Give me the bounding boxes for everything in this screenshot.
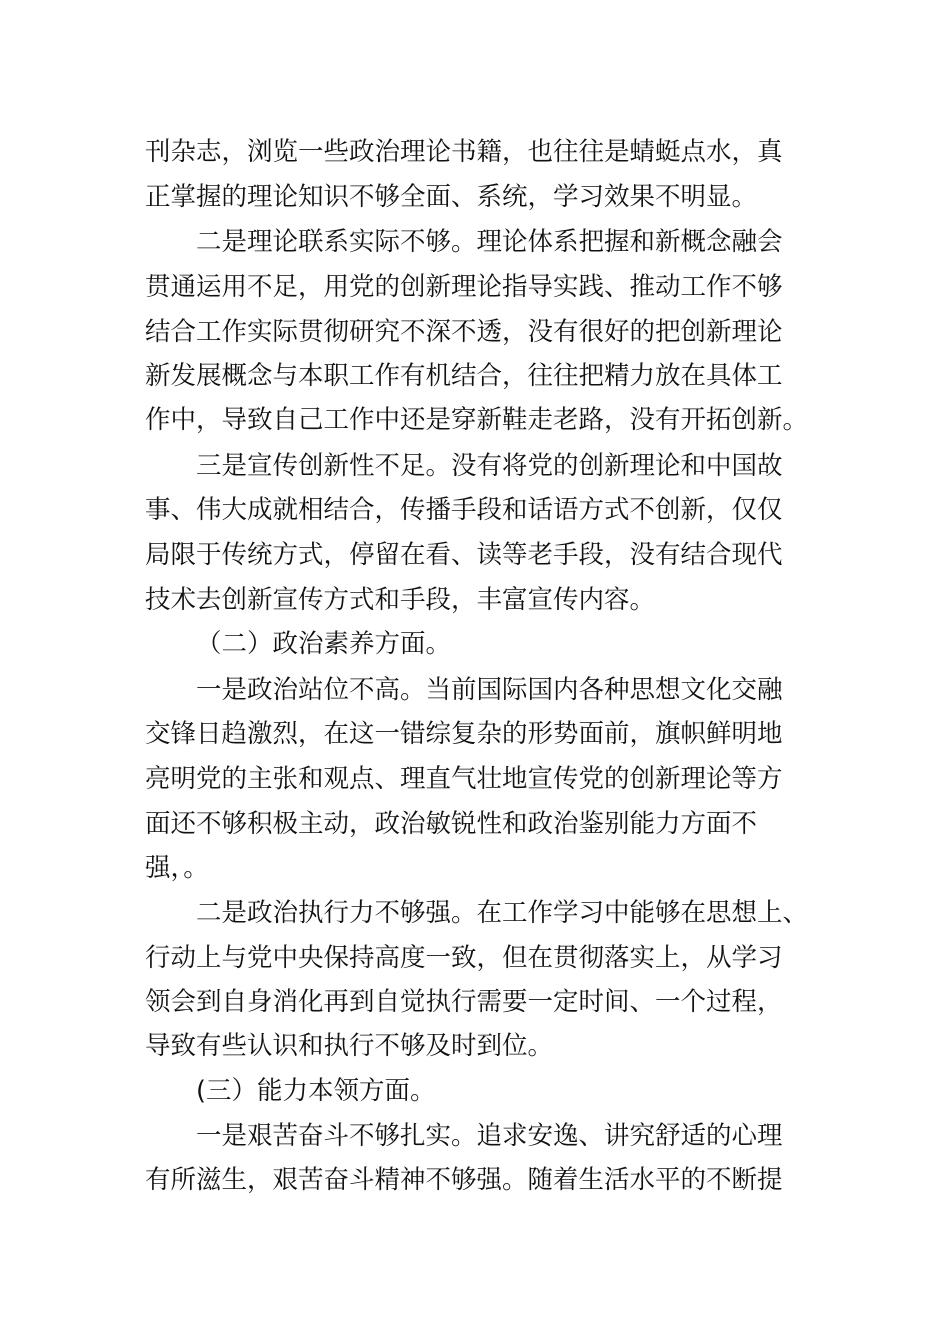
paragraph-line: 新发展概念与本职工作有机结合，往往把精力放在具体工 [145, 361, 783, 391]
paragraph-line: 亮明党的主张和观点、理直气壮地宣传党的创新理论等方 [145, 764, 783, 794]
paragraph-line: 正掌握的理论知识不够全面、系统，学习效果不明显。 [145, 182, 758, 212]
paragraph-line: 刊杂志，浏览一些政治理论书籍，也往往是蜻蜓点水，真 [145, 137, 783, 167]
section-heading: (三）能力本领方面。 [196, 1076, 436, 1106]
paragraph-line: 二是理论联系实际不够。理论体系把握和新概念融会 [196, 227, 783, 257]
paragraph-line: 交锋日趋激烈，在这一错综复杂的形势面前，旗帜鲜明地 [145, 719, 783, 749]
paragraph-line: 领会到自身消化再到自觉执行需要一定时间、一个过程， [145, 987, 783, 1017]
paragraph-line: 作中，导致自己工作中还是穿新鞋走老路，没有开拓创新。 [145, 405, 809, 435]
paragraph-line: 事、伟大成就相结合，传播手段和话语方式不创新，仅仅 [145, 495, 783, 525]
paragraph-line: 二是政治执行力不够强。在工作学习中能够在思想上、 [196, 898, 809, 928]
paragraph-line: 局限于传统方式，停留在看、读等老手段，没有结合现代 [145, 540, 783, 570]
paragraph-line: 一是艰苦奋斗不够扎实。追求安逸、讲究舒适的心理 [196, 1121, 783, 1151]
paragraph-line: 贯通运用不足，用党的创新理论指导实践、推动工作不够 [145, 272, 783, 302]
paragraph-line: 面还不够积极主动，政治敏锐性和政治鉴别能力方面不 [145, 809, 758, 839]
paragraph-line: 强，。 [145, 853, 209, 883]
paragraph-line: 结合工作实际贯彻研究不深不透，没有很好的把创新理论 [145, 317, 783, 347]
paragraph-line: 有所滋生，艰苦奋斗精神不够强。随着生活水平的不断提 [145, 1165, 783, 1195]
paragraph-line: 一是政治站位不高。当前国际国内各种思想文化交融 [196, 675, 783, 705]
paragraph-line: 行动上与党中央保持高度一致，但在贯彻落实上，从学习 [145, 943, 783, 973]
paragraph-line: 三是宣传创新性不足。没有将党的创新理论和中国故 [196, 451, 783, 481]
paragraph-line: 技术去创新宣传方式和手段，丰富宣传内容。 [145, 585, 656, 615]
section-heading: （二）政治素养方面。 [196, 629, 452, 659]
paragraph-line: 导致有些认识和执行不够及时到位。 [145, 1031, 554, 1061]
